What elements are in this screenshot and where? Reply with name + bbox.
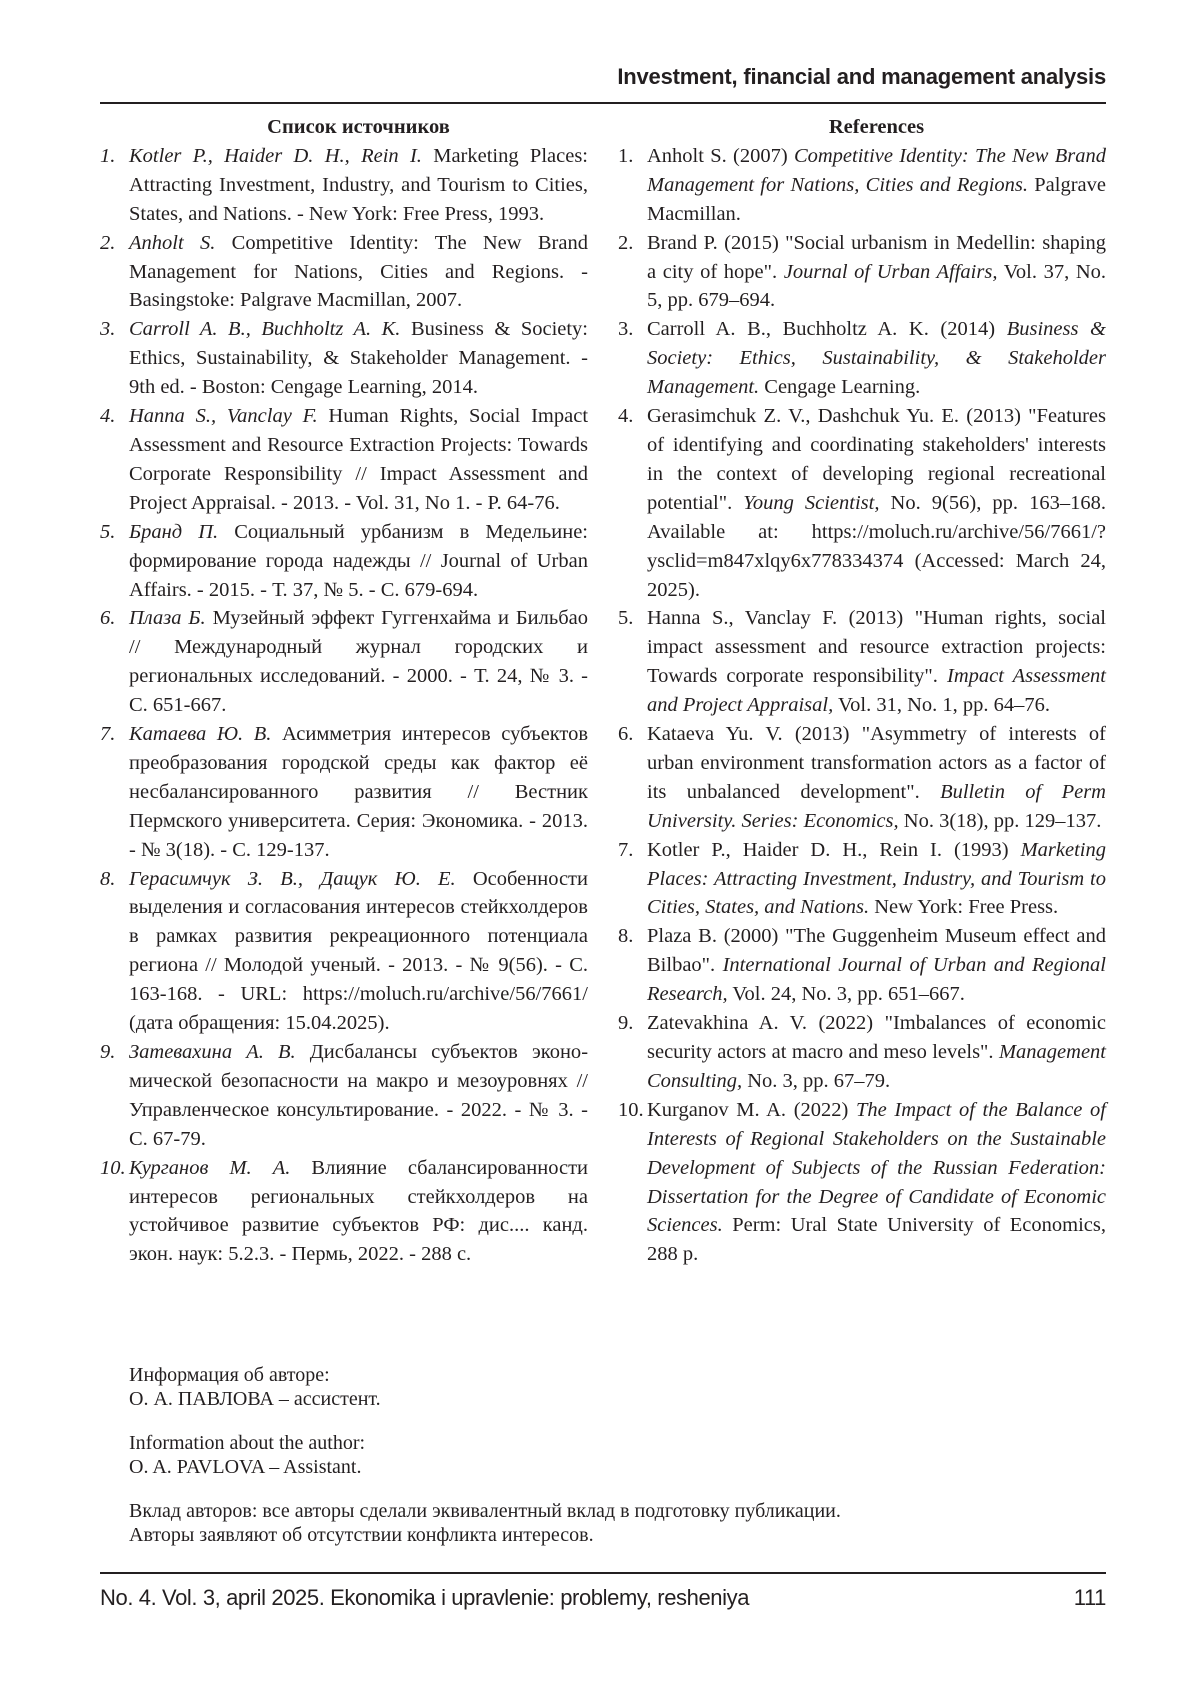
reference-item — [100, 402, 588, 518]
reference-italic-text: The Impact of the Balance of Interests of Regional Stakeholders on the Sustainable Development of Subjects of the Russian Federation: Dissertation for the Degree of Candidate of Economic Sciences. — [647, 1099, 1106, 1237]
reference-item — [618, 315, 1106, 402]
reference-text: Дисбалансы субъектов эконо­мической безопасности на макро и мезоуровнях // Управленческое консультирование. - 2022. - № 3. - С. 67-79. — [129, 1041, 588, 1150]
reference-number: 5. — [618, 604, 633, 633]
reference-list-en — [618, 113, 1106, 1269]
reference-italic-text: Competitive Identity: The New Brand Management for Nations, Cities and Regions. — [647, 145, 1106, 196]
reference-item — [618, 720, 1106, 836]
reference-item — [100, 315, 588, 402]
reference-italic-text: Hanna S., Vanclay F. — [129, 405, 318, 427]
reference-item — [100, 1154, 588, 1270]
reference-text: Hanna S., Vanclay F. (2013) "Human rights, social impact assessment and resource extraction proj­ects: Towards corporate responsibility". — [647, 607, 1106, 687]
reference-item — [618, 229, 1106, 316]
reference-text: Особенности выделения и согласования интересов стейк­холдеров в рамках развития рекреационного потенциала региона // Молодой ученый. - 2013. - № 9(56). - С. 163-168. - URL: https://moluch.ru/​archive/56/7661/ (дата обращения: 15.04.2025). — [129, 868, 588, 1035]
reference-number: 8. — [618, 922, 633, 951]
reference-text: Kataeva Yu. V. (2013) "Asymmetry of interests of urban environment transformation actors as a factor of its unbalanced development". — [647, 723, 1106, 803]
reference-text: Kurganov M. A. (2022) — [647, 1099, 856, 1121]
reference-text: New York: Free Press. — [869, 896, 1058, 918]
reference-italic-text: Impact Assessment and Project Appraisal, — [647, 665, 1106, 716]
author-info-ru — [129, 1364, 381, 1411]
reference-text: Anholt S. (2007) — [647, 145, 794, 167]
reference-text: Музейный эффект Гуггенхайма и Бильбао // Международный журнал городских и региональных исследований. - 2000. - Т. 24, № 3. - С. 651-667. — [129, 607, 588, 716]
reference-number: 10. — [618, 1096, 644, 1125]
reference-item — [100, 720, 588, 865]
reference-italic-text: Плаза Б. — [129, 607, 206, 629]
reference-number: 5. — [100, 518, 115, 547]
reference-number: 9. — [618, 1009, 633, 1038]
reference-item — [100, 142, 588, 229]
reference-number: 3. — [618, 315, 633, 344]
contribution-line: Вклад авторов: все авторы сделали эквивалентный вклад в подготовку публикации. — [129, 1500, 841, 1524]
reference-text: Competitive Identity: The New Brand Management for Nations, Cities and Regions. - Basingstoke: Palgrave Macmillan, 2007. — [129, 232, 588, 312]
reference-item — [100, 518, 588, 605]
reference-italic-text: Катаева Ю. В. — [129, 723, 271, 745]
reference-number: 4. — [618, 402, 633, 431]
reference-item — [618, 1096, 1106, 1269]
reference-text: Социальный урбанизм в Медельине: формирование города надежды // Journal of Urban Affairs. - 2015. - Т. 37, № 5. - С. 679-694. — [129, 521, 588, 601]
reference-list-ru — [100, 113, 588, 1269]
reference-number: 7. — [618, 836, 633, 865]
footer-rule — [100, 1572, 1106, 1574]
reference-item — [618, 142, 1106, 229]
reference-text: Carroll A. B., Buchholtz A. K. (2014) — [647, 318, 1007, 340]
running-header: Investment, financial and management analysis — [617, 64, 1106, 90]
reference-italic-text: Курганов М. А. — [129, 1157, 290, 1179]
reference-text: No. 3, pp. 67–79. — [742, 1070, 890, 1092]
reference-item — [618, 604, 1106, 720]
author-info-en-line: O. A. PAVLOVA – Assistant. — [129, 1456, 365, 1480]
reference-number: 3. — [100, 315, 115, 344]
reference-number: 2. — [100, 229, 115, 258]
reference-italic-text: Young Scientist, — [743, 492, 879, 514]
reference-item — [100, 604, 588, 720]
reference-number: 8. — [100, 865, 115, 894]
reference-number: 10. — [100, 1154, 126, 1183]
author-info-en — [129, 1432, 365, 1479]
reference-italic-text: Management Consulting, — [647, 1041, 1106, 1092]
reference-text: No. 9(56), pp. 163–168. Available at: https://moluch.ru/​archive/56/7661/?ysclid=m847xlqy6x778334374 (Accessed: March 24, 2025). — [647, 492, 1106, 601]
reference-text: Vol. 37, No. 5, pp. 679–694. — [647, 261, 1106, 312]
reference-item — [618, 922, 1106, 1009]
header-rule — [100, 102, 1106, 104]
page-number: 111 — [1074, 1585, 1106, 1611]
reference-text: Perm: Ural State University of Economics, 288 p. — [647, 1214, 1106, 1265]
reference-text: Vol. 31, No. 1, pp. 64–76. — [833, 694, 1050, 716]
page-footer — [100, 1585, 1106, 1611]
reference-text: Vol. 24, No. 3, pp. 651–667. — [728, 983, 965, 1005]
reference-italic-text: Бранд П. — [129, 521, 218, 543]
reference-text: Cengage Learning. — [759, 376, 920, 398]
reference-text: Human Rights, Social Impact Assessment and Resource Extraction Projects: Towards Corporate Responsibility // Impact Assessment and Project Appraisal. - 2013. - Vol. 31, No 1. - P. 64-76. — [129, 405, 588, 514]
reference-italic-text: Marketing Places: Attracting Investment, Industry, and Tourism to Cities, States, and Nations. — [647, 839, 1106, 919]
reference-text: Zatevakhina A. V. (2022) "Imbalances of eco­nomic security actors at macro and meso levels". — [647, 1012, 1106, 1063]
reference-italic-text: Kotler P., Haider D. H., Rein I. — [129, 145, 422, 167]
reference-text: Palgrave Macmillan. — [647, 174, 1106, 225]
author-info-ru-label: Информация об авторе: — [129, 1364, 381, 1388]
reference-number: 4. — [100, 402, 115, 431]
reference-text: Marketing Places: Attracting Investment, Industry, and Tourism to Cities, States, and Nations. - New York: Free Press, 1993. — [129, 145, 588, 225]
reference-number: 1. — [100, 142, 115, 171]
reference-item — [618, 1009, 1106, 1096]
reference-list-en-heading: References — [618, 113, 1106, 142]
reference-number: 6. — [618, 720, 633, 749]
author-info-en-label: Information about the author: — [129, 1432, 365, 1456]
reference-italic-text: Business & Society: Ethics, Sustainability, & Stakeholder Management. — [647, 318, 1106, 398]
reference-number: 6. — [100, 604, 115, 633]
reference-text: No. 3(18), pp. 129–137. — [899, 810, 1102, 832]
reference-italic-text: International Journal of Urban and Regional Research, — [647, 954, 1106, 1005]
reference-text: Влияние сбалансированности интересов региональных стейкхолдеров на устойчивое развитие субъектов РФ: дис.... канд. экон. наук: 5.2.3. - Пермь, 2022. - 288 с. — [129, 1157, 588, 1266]
reference-number: 7. — [100, 720, 115, 749]
reference-text: Gerasimchuk Z. V., Dashchuk Yu. E. (2013) "Features of identifying and coordinating stake­holders' interests in the context of developing re­gional recreational potential". — [647, 405, 1106, 514]
reference-item — [100, 1038, 588, 1154]
reference-italic-text: Bulletin of Perm University. Series: Economics, — [647, 781, 1106, 832]
reference-italic-text: Journal of Urban Affairs, — [784, 261, 998, 283]
contribution-note — [129, 1500, 841, 1547]
reference-text: Асимметрия интересов субъек­тов преобразования городской среды как фактор её несбалансированного развития // Вестник Пермского университета. Серия: Экономика. - 2013. - № 3(18). - С. 129-137. — [129, 723, 588, 861]
conflict-line: Авторы заявляют об отсутствии конфликта интересов. — [129, 1524, 841, 1548]
reference-number: 1. — [618, 142, 633, 171]
reference-italic-text: Anholt S. — [129, 232, 215, 254]
reference-item — [100, 865, 588, 1038]
reference-item — [618, 402, 1106, 604]
reference-text: Business & Society: Ethics, Sustainability, & Stakeholder Management. - 9th ed. - Boston: Cengage Learning, 2014. — [129, 318, 588, 398]
reference-italic-text: Герасимчук З. В., Дащук Ю. Е. — [129, 868, 456, 890]
reference-italic-text: Carroll A. B., Buchholtz A. K. — [129, 318, 400, 340]
reference-text: Plaza B. (2000) "The Guggenheim Museum effect and Bilbao". — [647, 925, 1106, 976]
reference-text: Brand P. (2015) "Social urbanism in Medellin: shaping a city of hope". — [647, 232, 1106, 283]
reference-number: 9. — [100, 1038, 115, 1067]
author-info-ru-line: О. А. ПАВЛОВА – ассистент. — [129, 1388, 381, 1412]
reference-item — [100, 229, 588, 316]
reference-text: Kotler P., Haider D. H., Rein I. (1993) — [647, 839, 1021, 861]
reference-number: 2. — [618, 229, 633, 258]
footer-journal: No. 4. Vol. 3, april 2025. Ekonomika i upravlenie: problemy, resheniya — [100, 1585, 749, 1611]
reference-item — [618, 836, 1106, 923]
reference-italic-text: Затевахина А. В. — [129, 1041, 296, 1063]
reference-list-ru-heading: Список источников — [100, 113, 588, 142]
